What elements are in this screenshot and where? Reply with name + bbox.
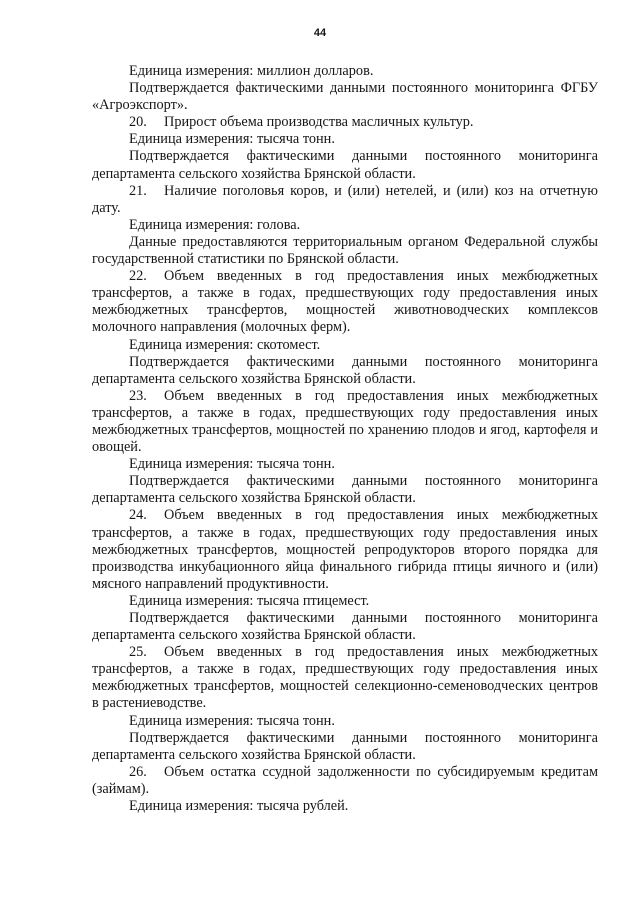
paragraph: Подтверждается фактическими данными постоянного мониторинга ФГБУ «Агроэкспорт». bbox=[92, 80, 598, 114]
page-number: 44 bbox=[313, 27, 327, 39]
item-number: 21. bbox=[129, 182, 147, 199]
paragraph: Единица измерения: голова. bbox=[129, 216, 301, 233]
paragraph: Единица измерения: скотомест. bbox=[129, 336, 321, 353]
paragraph: Единица измерения: тысяча птицемест. bbox=[129, 592, 370, 609]
numbered-item: 20. Прирост объема производства масличных культур. bbox=[129, 114, 474, 131]
numbered-item: 26. Объем остатка ссудной задолженности по субсидируемым кредитам (займам). bbox=[92, 763, 598, 797]
item-number: 23. bbox=[129, 387, 147, 404]
paragraph: Подтверждается фактическими данными постоянного мониторинга департамента сельского хозяйства Брянской области. bbox=[92, 148, 598, 182]
paragraph: Подтверждается фактическими данными постоянного мониторинга департамента сельского хозяйства Брянской области. bbox=[92, 729, 598, 763]
numbered-item: 24. Объем введенных в год предоставления иных межбюджетных трансфертов, а также в годах, предшествующих году предоставления иных межбюджетных трансфертов, мощностей репродукторов второго порядка для производства инкубационного яйца финального гибрида птицы яичного и (или) мясного направлений продуктивности. bbox=[92, 507, 598, 592]
paragraph: Единица измерения: тысяча тонн. bbox=[129, 712, 335, 729]
paragraph: Данные предоставляются территориальным органом Федеральной службы государственной статистики по Брянской области. bbox=[92, 233, 598, 268]
item-number: 26. bbox=[129, 763, 147, 780]
paragraph: Единица измерения: миллион долларов. bbox=[129, 63, 374, 79]
paragraph: Единица измерения: тысяча тонн. bbox=[129, 131, 335, 148]
paragraph: Единица измерения: тысяча тонн. bbox=[129, 456, 335, 473]
document-body bbox=[92, 63, 598, 815]
paragraph: Единица измерения: тысяча рублей. bbox=[129, 798, 349, 815]
item-number: 25. bbox=[129, 644, 147, 661]
paragraph: Подтверждается фактическими данными постоянного мониторинга департамента сельского хозяйства Брянской области. bbox=[92, 610, 598, 644]
item-number: 20. bbox=[129, 114, 147, 131]
paragraph: Подтверждается фактическими данными постоянного мониторинга департамента сельского хозяйства Брянской области. bbox=[92, 473, 598, 507]
numbered-item: 25. Объем введенных в год предоставления иных межбюджетных трансфертов, а также в годах, предшествующих году предоставления иных межбюджетных трансфертов, мощностей селекционно-семеноводческих центров в растениеводстве. bbox=[92, 644, 598, 712]
numbered-item: 21. Наличие поголовья коров, и (или) нетелей, и (или) коз на отчетную дату. bbox=[92, 182, 598, 216]
item-number: 22. bbox=[129, 268, 147, 285]
paragraph: Подтверждается фактическими данными постоянного мониторинга департамента сельского хозяйства Брянской области. bbox=[92, 353, 598, 387]
numbered-item: 23. Объем введенных в год предоставления иных межбюджетных трансфертов, а также в годах, предшествующих году предоставления иных межбюджетных трансфертов, мощностей по хранению плодов и ягод, картофеля и овощей. bbox=[92, 387, 598, 456]
numbered-item: 22. Объем введенных в год предоставления иных межбюджетных трансфертов, а также в годах, предшествующих году предоставления иных межбюджетных трансфертов, мощностей животноводческих комплексов молочного направления (молочных ферм). bbox=[92, 268, 598, 336]
item-number: 24. bbox=[129, 507, 147, 524]
